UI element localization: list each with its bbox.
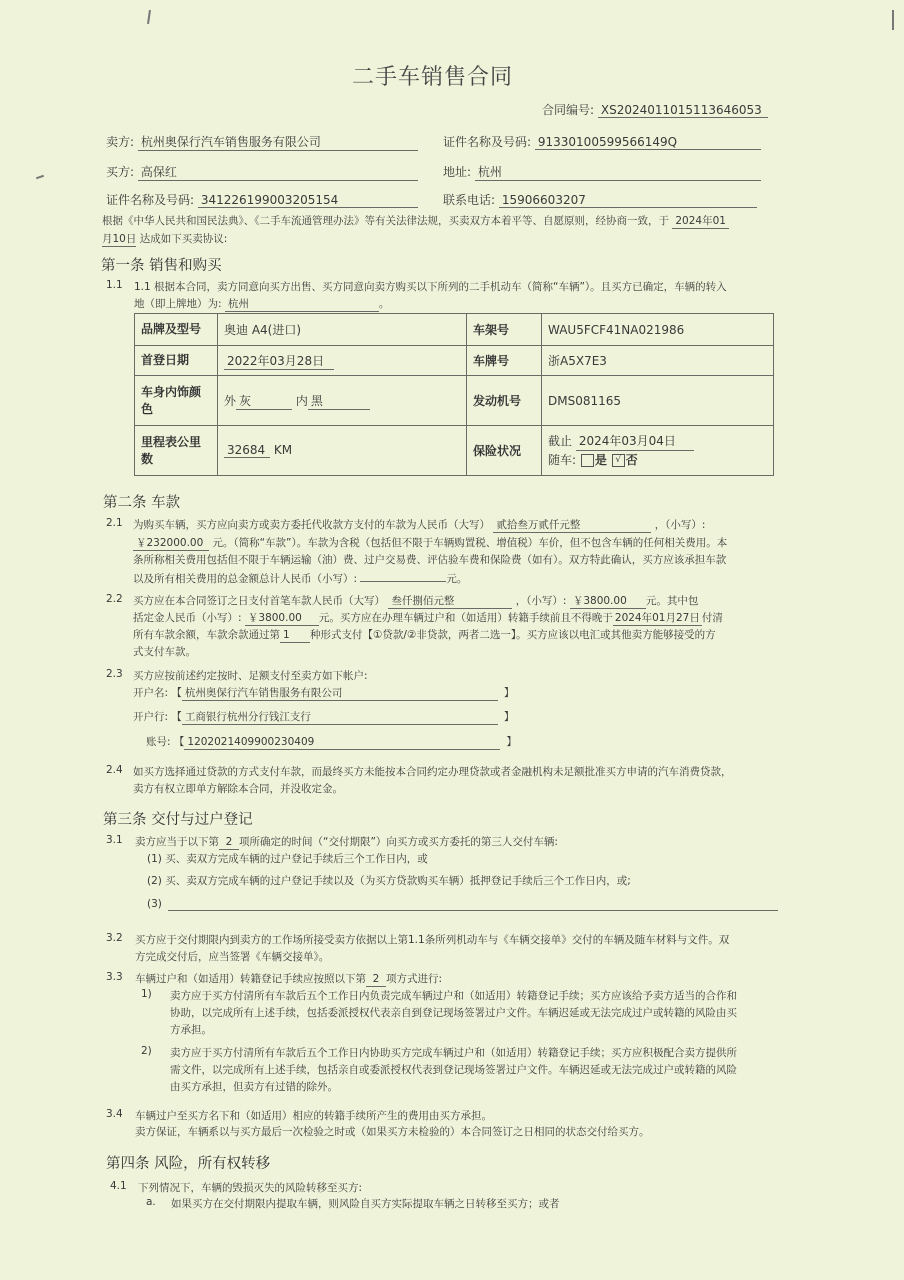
intro-text-2: 达成如下买卖协议: [139,233,228,245]
brand-value: 奥迪 A4(进口) [218,314,467,346]
seller-id-value: 91330100599566149Q [535,135,761,150]
vin-value: WAU5FCF41NA021986 [542,314,774,346]
seller-label: 卖方: [106,135,135,149]
p22-deposit: ￥3800.00 [245,610,319,626]
buyer-address-row [443,163,761,181]
bracket-right: 】 [503,711,515,723]
bracket-left: 【 [171,687,182,699]
bracket-left: 【 [171,711,182,723]
no-label: 否 [625,453,638,467]
p33-num: 3.3 [106,971,123,983]
yes-label: 是 [594,453,607,467]
p33-text-a: 车辆过户和（如适用）转籍登记手续应按照以下第 [135,973,366,985]
p21-line2 [133,535,727,551]
bracket-right: 】 [503,687,515,699]
p21-line4 [133,568,467,586]
p41-num: 4.1 [110,1180,127,1192]
buyer-address-value: 杭州 [475,163,761,181]
sec1-text-a: 1.1 根据本合同，卖方同意向买方出售、买方同意向卖方购买以下所列的二手机动车（简称“车辆”）。且买方已确定，车辆的转入 [134,281,727,293]
mileage-label: 里程表公里数 [135,426,218,476]
intro-date-a: 2024年01 [672,213,729,229]
insurance-cell [542,426,774,476]
p33-1-line3: 方承担。 [170,1024,212,1036]
p33-text-b: 项方式进行: [386,973,443,985]
p21-text-b: ，（小写）: [654,519,706,531]
p22-text-2a: 括定金人民币（小写）: [133,612,242,624]
brand-label: 品牌及型号 [135,314,218,346]
p21-line1 [133,517,705,533]
insurance-follow-label: 随车: [548,453,577,467]
seller-row [106,133,418,151]
reg-date-label: 首登日期 [135,346,218,376]
p22-line1 [133,593,698,609]
buyer-phone-label: 联系电话: [443,193,496,207]
p22-deadline: 2024年01月27日 [614,612,700,624]
p22-text-3b: 种形式支付【①贷款/②非贷款，两者二选一】。买方应该以电汇或其他卖方能够接受的方 [310,629,716,641]
p21-text-4: 以及所有相关费用的总金额总计人民币（小写）: [133,573,358,585]
account-name-label: 开户名: [133,687,169,699]
p21-text-4b: 元。 [446,573,468,585]
buyer-address-label: 地址: [443,165,472,179]
p22-line3 [133,627,716,643]
p33-line1 [135,971,442,987]
p31-line1 [135,834,558,850]
sec1-period: 。 [378,298,390,310]
checkbox-yes[interactable] [581,454,594,467]
p32-line1: 买方应于交付期限内到卖方的工作场所接受卖方依据以上第1.1条所列机动车与《车辆交接单》交付的车辆及随车材料与文件。双 [135,934,730,946]
p31-option-3: (3) [147,898,162,910]
p31-item: 2 [219,836,239,850]
buyer-id-label: 证件名称及号码: [106,193,195,207]
p41-a-num: a. [146,1196,156,1208]
bank-row [133,709,514,725]
plate-label: 车牌号 [467,346,542,376]
p24-line1: 如买方选择通过贷款的方式支付车款，而最终买方未能按本合同约定办理贷款或者金融机构未足额批准买方申请的汽车消费贷款， [133,766,732,778]
account-number-value: 1202021409900230409 [184,736,500,750]
sec1-text-b: 地（即上牌地）为: [134,298,222,310]
p33-1-line2: 协助，以完成所有上述手续，包括委派授权代表亲自到登记现场签署过户文件。车辆迟延或无法完成过户或转籍的风险由买 [170,1007,737,1019]
intro-line-1 [102,213,729,229]
reg-date-cell [218,346,467,376]
p21-line3: 条所称相关费用包括但不限于车辆运输（油）费、过户交易费、评估验车费和保险费（如有）。双方特此确认，买方应该承担车款 [133,554,727,566]
p22-amount: ￥3800.00 [570,593,646,609]
buyer-phone-row [443,191,757,208]
mileage-cell [218,426,467,476]
engine-value: DMS081165 [542,376,774,426]
p34-line1: 车辆过户至买方名下和（如适用）相应的转籍手续所产生的费用由买方承担。 [135,1110,492,1122]
vehicle-table [134,313,774,476]
p22-line2 [133,610,723,626]
outer-color-label: 外 [224,393,237,408]
p33-2-line1: 卖方应于买方付清所有车款后五个工作日内协助买方完成车辆过户和（如适用）转籍登记手续；买方应积极配合卖方提供所 [170,1047,737,1059]
p24-line2: 卖方有权立即单方解除本合同，并没收定金。 [133,783,343,795]
sec1-num: 1.1 [106,279,123,291]
insurance-prefix: 截止 [548,434,573,448]
p22-payment-way: 1 [280,629,310,643]
checkbox-no[interactable]: √ [612,454,625,467]
scan-mark [36,175,44,180]
scan-mark [147,10,151,24]
p22-amount-upper: 叁仟捌佰元整 [388,593,512,609]
buyer-phone-value: 15906603207 [499,193,757,208]
p22-text-a: 买方应在本合同签订之日支付首笔车款人民币（大写） [133,595,385,607]
bank-label: 开户行: [133,711,169,723]
contract-number [542,101,768,118]
p33-1-num: 1) [141,988,152,1000]
section-3-heading: 第三条 交付与过户登记 [103,812,253,828]
p31-option-1: (1) 买、卖双方完成车辆的过户登记手续后三个工作日内，或 [147,853,428,865]
buyer-label: 买方: [106,165,135,179]
seller-id-label: 证件名称及号码: [443,135,532,149]
intro-text: 根据《中华人民共和国民法典》、《二手车流通管理办法》等有关法律法规，买卖双方本着平等、自愿原则，经协商一致，于 [102,215,669,227]
p33-1-line1: 卖方应于买方付清所有车款后五个工作日内负责完成车辆过户和（如适用）转籍登记手续；买方应该给予卖方适当的合作和 [170,990,737,1002]
inner-color-value: 黑 [308,392,370,410]
plate-value: 浙A5X7E3 [542,346,774,376]
contract-number-label: 合同编号: [542,103,595,117]
engine-label: 发动机号 [467,376,542,426]
outer-color-value: 灰 [236,392,292,410]
p41-line1: 下列情况下，车辆的毁损灭失的风险转移至买方: [138,1182,363,1194]
p33-2-num: 2) [141,1045,152,1057]
seller-value: 杭州奥保行汽车销售服务有限公司 [138,133,418,151]
account-name-row [133,685,514,701]
scan-mark [892,10,894,30]
p31-num: 3.1 [106,834,123,846]
p22-text-3a: 所有车款余额，车款余款通过第 [133,629,280,641]
p31-option-3-blank [168,910,778,911]
p21-num: 2.1 [106,517,123,529]
p21-text-2: 元。（简称“车款”）。车款为含税（包括但不限于车辆购置税、增值税）车价，但不包含车辆的任何相关费用。本 [212,537,728,549]
buyer-id-row [106,191,418,208]
p31-text-b: 项所确定的时间（“交付期限”）向买方或买方委托的第三人交付车辆: [239,836,558,848]
insurance-label: 保险状况 [467,426,542,476]
reg-date-value: 2022年03月28日 [224,352,334,370]
p21-amount-upper: 贰拾叁万贰仟元整 [493,517,651,533]
contract-number-value: XS2024011015113646053 [598,103,768,118]
p34-num: 3.4 [106,1108,123,1120]
buyer-value: 高保红 [138,163,418,181]
p32-line2: 方完成交付后，应当签署《车辆交接单》。 [135,951,330,963]
p33-item: 2 [366,973,386,987]
bank-value: 工商银行杭州分行钱江支行 [182,709,498,725]
color-label: 车身内饰颜色 [135,376,218,426]
intro-line-2 [102,231,227,247]
p32-num: 3.2 [106,932,123,944]
page-title: 二手车销售合同 [352,65,514,90]
p24-num: 2.4 [106,764,123,776]
p34-line2: 卖方保证，车辆系以与买方最后一次检验之时或（如果买方未检验的）本合同签订之日相同的状态交付给买方。 [135,1126,650,1138]
p21-amount: ￥232000.00 [133,535,209,551]
p22-text-2c: 付清 [701,612,723,624]
p31-option-2: (2) 买、卖双方完成车辆的过户登记手续以及（为买方贷款购买车辆）抵押登记手续后三个工作日内，或; [147,875,631,887]
buyer-id-value: 341226199003205154 [198,193,418,208]
p41-a-line: 如果买方在交付期限内提取车辆，则风险自买方实际提取车辆之日转移至买方；或者 [171,1198,560,1210]
p21-text-a: 为购买车辆，买方应向卖方或卖方委托代收款方支付的车款为人民币（大写） [133,519,490,531]
bracket-left: 【 [173,736,185,748]
account-name-value: 杭州奥保行汽车销售服务有限公司 [182,685,498,701]
p21-total-blank [360,568,446,582]
vin-label: 车架号 [467,314,542,346]
intro-date-b: 月10日 [102,233,137,245]
inner-color-label: 内 [295,393,308,408]
insurance-date: 2024年03月04日 [576,432,694,451]
buyer-row [106,163,418,181]
seller-id-row [443,133,761,150]
section-4-heading: 第四条 风险，所有权转移 [106,1156,271,1172]
mileage-unit: KM [273,443,293,457]
p22-line4: 式支付车款。 [133,646,196,658]
p22-text-c: 元。其中包 [645,595,699,607]
p22-text-2b: 元。买方应在办理车辆过户和（如适用）转籍手续前且不得晚于 [318,612,613,624]
mileage-value: 32684 [224,443,270,458]
p22-num: 2.2 [106,593,123,605]
account-number-label: 账号: [146,736,171,748]
sec1-city: 杭州 [225,296,379,312]
p23-num: 2.3 [106,668,123,680]
bracket-right: 】 [506,736,517,748]
account-number-row [146,734,517,750]
section-1-heading: 第一条 销售和购买 [101,258,222,274]
section-2-heading: 第二条 车款 [103,495,181,511]
p23-line1: 买方应按前述约定按时、足额支付至卖方如下帐户: [133,670,368,682]
p33-2-line2: 需文件，以完成所有上述手续，包括亲自或委派授权代表到登记现场签署过户文件。车辆迟延或无法完成过户或转籍的风险 [170,1064,737,1076]
p31-text-a: 卖方应当于以下第 [135,836,219,848]
sec1-text-b-row [134,296,389,312]
p33-2-line3: 由买方承担，但卖方有过错的除外。 [170,1081,338,1093]
p22-text-b: ，（小写）: [515,595,567,607]
color-cell [218,376,467,426]
